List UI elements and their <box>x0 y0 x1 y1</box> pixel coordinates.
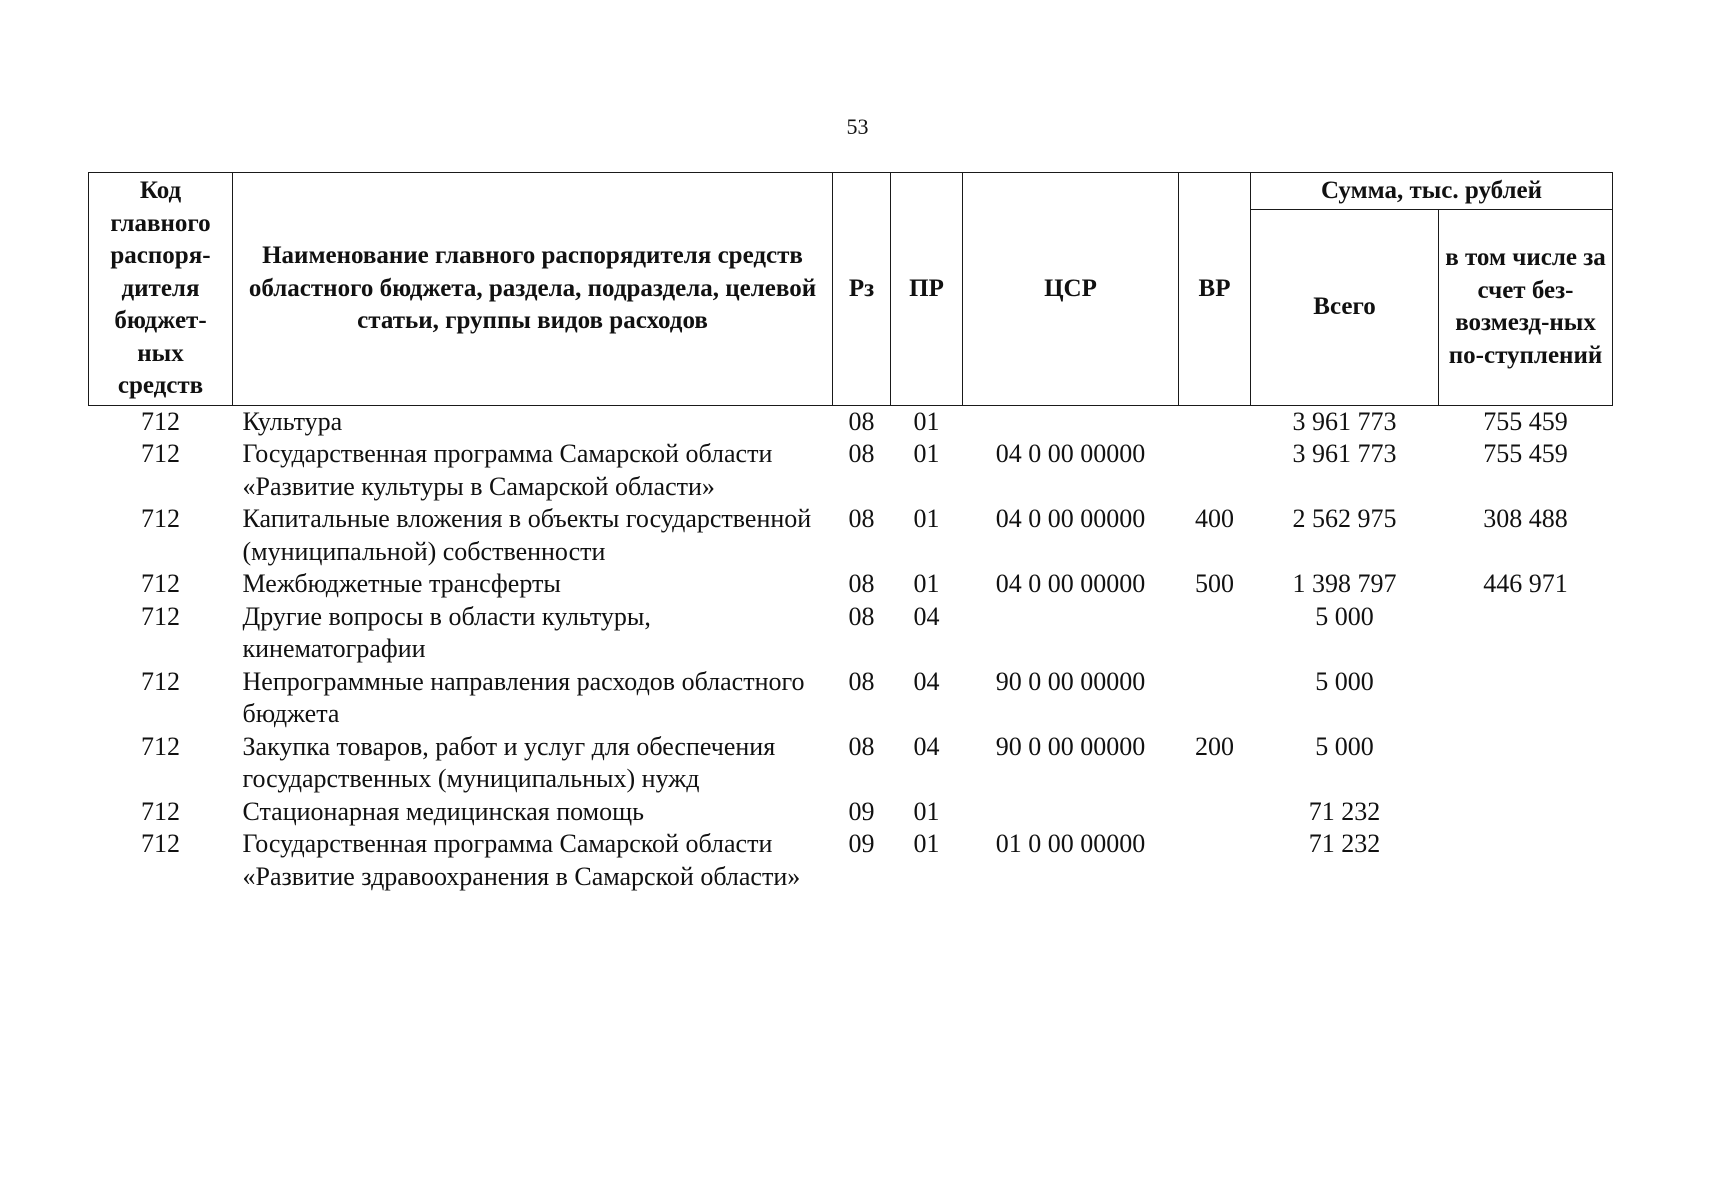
cell-pr: 04 <box>913 601 940 631</box>
cell-vr <box>1179 405 1251 438</box>
cell-csr <box>963 601 1179 666</box>
header-csr: ЦСР <box>963 173 1179 406</box>
cell-incl <box>1439 828 1613 893</box>
header-name: Наименование главного распорядителя средств областного бюджета, раздела, подраздела, целевой статьи, группы видов расходов <box>233 173 833 406</box>
cell-incl <box>1439 731 1613 796</box>
table-row <box>89 601 1613 666</box>
table-row <box>89 438 1613 503</box>
cell-incl: 755 459 <box>1483 439 1568 468</box>
table-row <box>89 503 1613 568</box>
cell-name: Закупка товаров, работ и услуг для обеспечения государственных (муниципальных) нужд <box>242 731 776 793</box>
cell-pr: 01 <box>913 796 940 826</box>
cell-rz: 08 <box>848 439 875 468</box>
table-row <box>89 666 1613 731</box>
header-vr: ВР <box>1179 173 1251 406</box>
table-body <box>89 405 1613 893</box>
page-number: 53 <box>846 114 869 139</box>
header-sum-group: Сумма, тыс. рублей <box>1251 173 1613 210</box>
table-row <box>89 796 1613 829</box>
cell-name: Государственная программа Самарской области «Развитие здравоохранения в Самарской области» <box>242 829 801 891</box>
cell-total: 2 562 975 <box>1292 504 1397 533</box>
cell-code: 712 <box>141 569 180 598</box>
cell-rz: 08 <box>848 731 875 761</box>
cell-csr: 90 0 00 00000 <box>995 731 1146 761</box>
header-code: Код главного распоря-дителя бюджет-ных средств <box>89 173 233 406</box>
table-row <box>89 405 1613 438</box>
cell-code: 712 <box>141 666 180 696</box>
cell-pr: 04 <box>913 666 940 696</box>
cell-code: 712 <box>141 829 180 858</box>
cell-total: 3 961 773 <box>1292 439 1397 468</box>
cell-total: 1 398 797 <box>1292 569 1397 598</box>
cell-pr: 01 <box>913 439 940 468</box>
cell-vr <box>1179 438 1251 503</box>
cell-incl <box>1439 601 1613 666</box>
cell-code: 712 <box>141 406 180 436</box>
cell-pr: 04 <box>913 731 940 761</box>
cell-rz: 09 <box>848 796 875 826</box>
cell-total: 5 000 <box>1315 601 1374 631</box>
cell-total: 5 000 <box>1315 731 1374 761</box>
cell-rz: 08 <box>848 406 875 436</box>
cell-name: Непрограммные направления расходов областного бюджета <box>242 666 805 728</box>
cell-csr <box>963 796 1179 829</box>
table-row <box>89 568 1613 601</box>
cell-pr: 01 <box>913 829 940 858</box>
budget-table <box>88 172 1613 893</box>
cell-csr: 90 0 00 00000 <box>995 666 1146 696</box>
cell-csr: 01 0 00 00000 <box>995 829 1146 858</box>
cell-csr: 04 0 00 00000 <box>995 439 1146 468</box>
cell-vr: 400 <box>1195 504 1234 533</box>
cell-incl: 755 459 <box>1483 406 1568 436</box>
cell-pr: 01 <box>913 569 940 598</box>
cell-rz: 08 <box>848 504 875 533</box>
cell-vr <box>1179 601 1251 666</box>
cell-total: 71 232 <box>1308 829 1381 858</box>
cell-incl <box>1439 666 1613 731</box>
cell-rz: 08 <box>848 601 875 631</box>
cell-incl: 308 488 <box>1483 504 1568 533</box>
cell-total: 5 000 <box>1315 666 1374 696</box>
cell-vr <box>1179 796 1251 829</box>
header-total: Всего <box>1251 210 1439 405</box>
cell-rz: 08 <box>848 666 875 696</box>
cell-csr <box>963 405 1179 438</box>
header-incl: в том числе за счет без-возмезд-ных по-ступлений <box>1439 210 1613 405</box>
cell-code: 712 <box>141 796 180 826</box>
cell-name: Другие вопросы в области культуры, кинематографии <box>242 601 651 663</box>
cell-total: 71 232 <box>1308 796 1381 826</box>
cell-total: 3 961 773 <box>1292 406 1397 436</box>
cell-name: Культура <box>242 406 343 436</box>
header-rz: Рз <box>833 173 891 406</box>
cell-csr: 04 0 00 00000 <box>995 504 1146 533</box>
cell-code: 712 <box>141 601 180 631</box>
cell-code: 712 <box>141 504 180 533</box>
cell-csr: 04 0 00 00000 <box>995 569 1146 598</box>
cell-pr: 01 <box>913 406 940 436</box>
cell-name: Капитальные вложения в объекты государственной (муниципальной) собственности <box>242 504 812 566</box>
cell-code: 712 <box>141 731 180 761</box>
header-pr: ПР <box>891 173 963 406</box>
cell-name: Стационарная медицинская помощь <box>242 796 644 826</box>
table-row <box>89 731 1613 796</box>
cell-rz: 08 <box>848 569 875 598</box>
cell-rz: 09 <box>848 829 875 858</box>
cell-code: 712 <box>141 439 180 468</box>
cell-vr: 200 <box>1195 731 1234 761</box>
cell-name: Межбюджетные трансферты <box>242 569 561 598</box>
cell-pr: 01 <box>913 504 940 533</box>
cell-vr <box>1179 666 1251 731</box>
table-row <box>89 828 1613 893</box>
cell-incl: 446 971 <box>1483 569 1568 598</box>
table-header <box>89 173 1613 406</box>
cell-incl <box>1439 796 1613 829</box>
cell-vr: 500 <box>1195 569 1234 598</box>
cell-vr <box>1179 828 1251 893</box>
cell-name: Государственная программа Самарской области «Развитие культуры в Самарской области» <box>242 439 773 501</box>
